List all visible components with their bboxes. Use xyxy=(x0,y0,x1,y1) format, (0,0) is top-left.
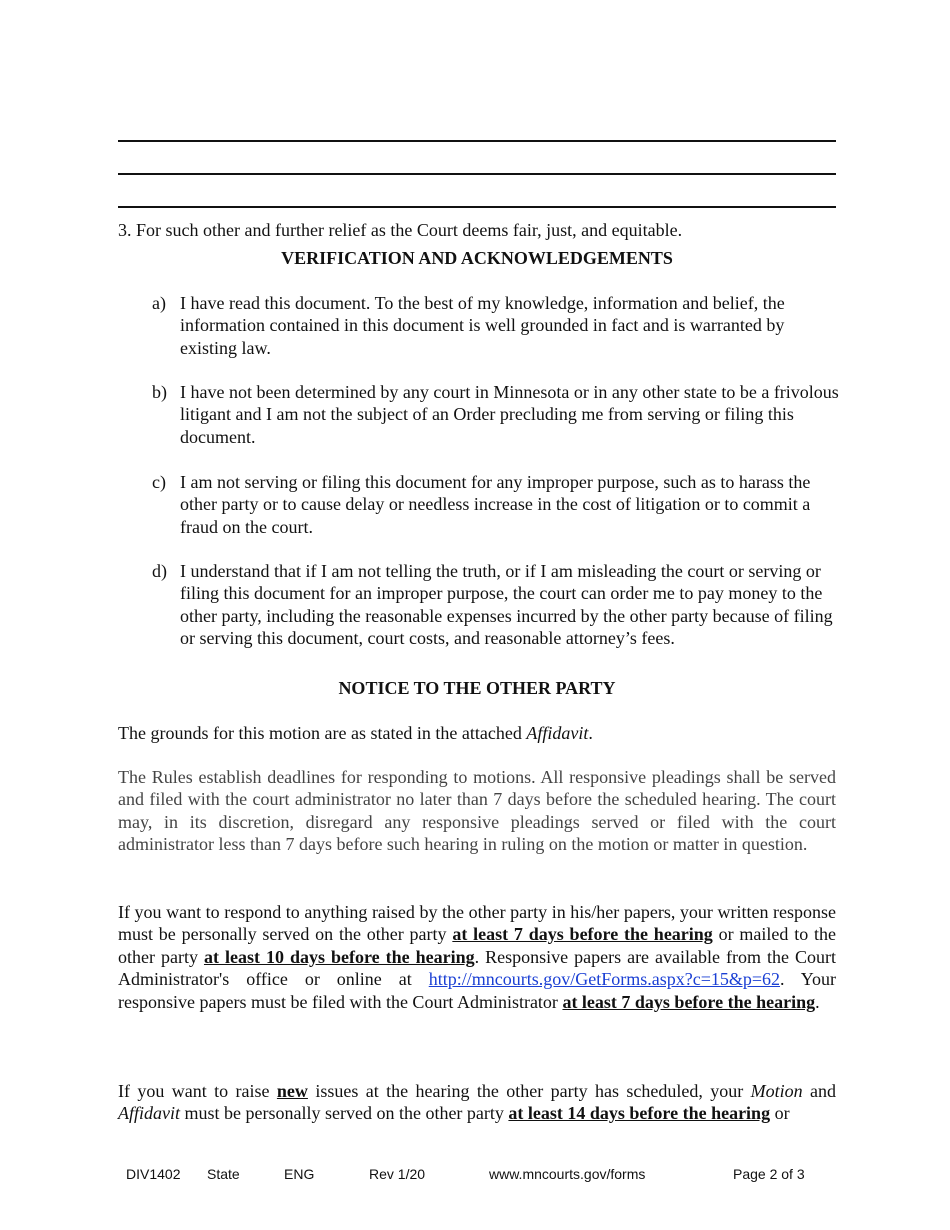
grounds-suffix: . xyxy=(588,723,593,743)
motion-term: Motion xyxy=(750,1081,803,1101)
item-label: c) xyxy=(152,472,166,492)
new-issues-text: or xyxy=(770,1103,790,1124)
verification-item-c xyxy=(152,471,842,538)
grounds-prefix: The grounds for this motion are as stated in the attached xyxy=(118,723,527,743)
footer-form-id: DIV1402 xyxy=(126,1166,181,1182)
respond-text: . xyxy=(815,991,820,1012)
item-text: I understand that if I am not telling the truth, or if I am misleading the court or serving or filing this document for an improper purpose, the court can order me to pay money to the other party, including the reasonable expenses incurred by the other party because of filing or serving this document, court costs, and reasonable attorney’s fees. xyxy=(180,561,833,649)
footer-website: www.mncourts.gov/forms xyxy=(489,1166,646,1182)
new-emphasis: new xyxy=(276,1081,308,1101)
deadline-7-days: at least 7 days before the hearing xyxy=(452,924,713,945)
verification-item-b xyxy=(152,381,842,448)
verification-item-a xyxy=(152,292,842,359)
deadline-filing-7-days: at least 7 days before the hearing xyxy=(562,991,816,1012)
item-label: b) xyxy=(152,382,167,402)
footer-revision: Rev 1/20 xyxy=(369,1166,426,1182)
new-issues-text: and xyxy=(802,1081,836,1101)
new-issues-text: must be personally served on the other party xyxy=(180,1103,509,1124)
item-text: I have not been determined by any court in Minnesota or in any other state to be a frivolous litigant and I am not the subject of an Order precluding me from serving or filing this document. xyxy=(180,382,839,447)
notice-heading: NOTICE TO THE OTHER PARTY xyxy=(338,678,616,698)
new-issues-text: issues at the hearing the other party has scheduled, your xyxy=(307,1081,751,1101)
respond-text: . Your responsive papers must be filed with the Court Administrator xyxy=(118,969,836,1012)
grounds-affidavit: Affidavit xyxy=(526,723,589,743)
respond-paragraph xyxy=(118,901,836,1013)
new-issues-text: If you want to raise xyxy=(118,1081,277,1101)
grounds-paragraph xyxy=(118,722,836,744)
deadline-10-days: at least 10 days before the hearing xyxy=(203,946,475,967)
relief-item-3: 3. For such other and further relief as the Court deems fair, just, and equitable. xyxy=(118,220,683,240)
respond-text: . Responsive papers are available from the Court Administrator's office or online at xyxy=(118,946,836,990)
new-issues-paragraph xyxy=(118,1080,836,1125)
verification-item-d xyxy=(152,560,842,650)
deadline-14-days: at least 14 days before the hearing xyxy=(508,1103,771,1124)
blank-line xyxy=(118,140,836,142)
blank-line xyxy=(118,173,836,175)
verification-heading: VERIFICATION AND ACKNOWLEDGEMENTS xyxy=(281,248,673,268)
item-text: I have read this document. To the best of my knowledge, information and belief, the information contained in this document is well grounded in fact and is warranted by existing law. xyxy=(180,293,785,358)
item-text: I am not serving or filing this document for any improper purpose, such as to harass the other party or to cause delay or needless increase in the cost of litigation or to commit a fraud on the court. xyxy=(180,472,811,537)
respond-text: or mailed to the other party xyxy=(118,924,836,967)
respond-text: If you want to respond to anything raised by the other party in his/her papers, your written response must be personally served on the other party xyxy=(118,902,836,945)
footer-jurisdiction: State xyxy=(207,1166,240,1182)
item-label: d) xyxy=(152,561,167,581)
blank-line xyxy=(118,206,836,208)
item-label: a) xyxy=(152,293,166,313)
footer-page-number: Page 2 of 3 xyxy=(733,1166,805,1182)
rules-paragraph: The Rules establish deadlines for responding to motions. All responsive pleadings shall be served and filed with the court administrator no later than 7 days before the scheduled hearing. The court may, in its discretion, disregard any responsive pleadings served or filed with the court administrator less than 7 days before such hearing in ruling on the motion or matter in question. xyxy=(118,767,836,855)
footer-language: ENG xyxy=(284,1166,315,1182)
affidavit-term: Affidavit xyxy=(118,1103,180,1124)
forms-link[interactable]: http://mncourts.gov/GetForms.aspx?c=15&p=62 xyxy=(428,969,780,990)
